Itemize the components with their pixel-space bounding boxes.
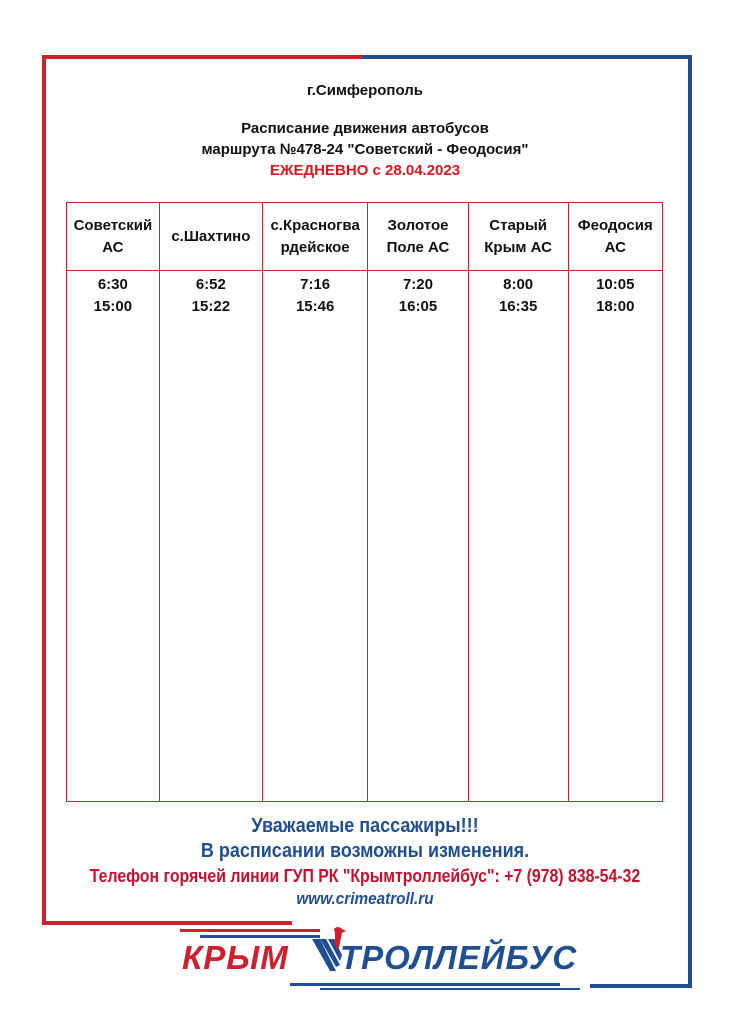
logo-text-right: ТРОЛЛЕЙБУС: [340, 939, 578, 976]
departure-time: 15:46: [295, 298, 335, 315]
schedule-title: [0, 118, 730, 181]
column-header: Феодосия АС: [568, 203, 662, 271]
times-cell: [67, 271, 160, 802]
departure-time: 10:05: [596, 276, 635, 293]
column-header: Советский АС: [67, 203, 160, 271]
departure-time: 6:52: [195, 276, 226, 293]
title-line-1: Расписание движения автобусов: [241, 120, 489, 137]
times-cell: [262, 271, 367, 802]
notice-line-2: В расписании возможны изменения.: [200, 840, 530, 862]
hotline-text: Телефон горячей линии ГУП РК "Крымтроллейбус": +7 (978) 838-54-32: [89, 866, 641, 886]
logo-stripe: [320, 988, 580, 990]
frame-border-red-top: [42, 55, 362, 59]
logo-stripe: [200, 935, 320, 938]
column-header: с.Красногва рдейское: [262, 203, 367, 271]
departure-time: 16:05: [398, 298, 438, 315]
times-cell: [468, 271, 568, 802]
frame-border-blue-top: [362, 55, 692, 59]
departure-time: 15:00: [93, 298, 133, 315]
logo-text-left: КРЫМ: [182, 939, 289, 976]
website-link[interactable]: www.crimeatroll.ru: [296, 889, 434, 908]
departure-time: 15:22: [191, 298, 231, 315]
column-header: Старый Крым АС: [468, 203, 568, 271]
header-row: [67, 203, 663, 271]
crimeatroll-logo: [180, 925, 578, 990]
title-line-2: маршрута №478-24 "Советский - Феодосия": [201, 141, 529, 158]
times-row: [67, 271, 663, 802]
departure-time: 6:30: [97, 276, 128, 293]
times-cell: [568, 271, 662, 802]
schedule-table: [66, 202, 663, 802]
logo-stripe: [290, 983, 560, 986]
city-name: г.Симферополь: [306, 82, 424, 99]
column-header: с.Шахтино: [159, 203, 262, 271]
passenger-notice: [37, 814, 694, 864]
validity-date: ЕЖЕДНЕВНО с 28.04.2023: [269, 162, 461, 179]
logo-stripe: [180, 929, 320, 932]
column-header: Золотое Поле АС: [368, 203, 468, 271]
frame-border-blue-bottom: [590, 984, 692, 988]
times-cell: [368, 271, 468, 802]
notice-line-1: Уважаемые пассажиры!!!: [251, 815, 479, 837]
departure-time: 7:20: [402, 276, 433, 293]
departure-time: 18:00: [596, 298, 635, 315]
frame-border-red-left: [42, 55, 46, 925]
departure-time: 8:00: [503, 276, 534, 293]
departure-time: 16:35: [498, 298, 538, 315]
times-cell: [159, 271, 262, 802]
departure-time: 7:16: [300, 276, 331, 293]
